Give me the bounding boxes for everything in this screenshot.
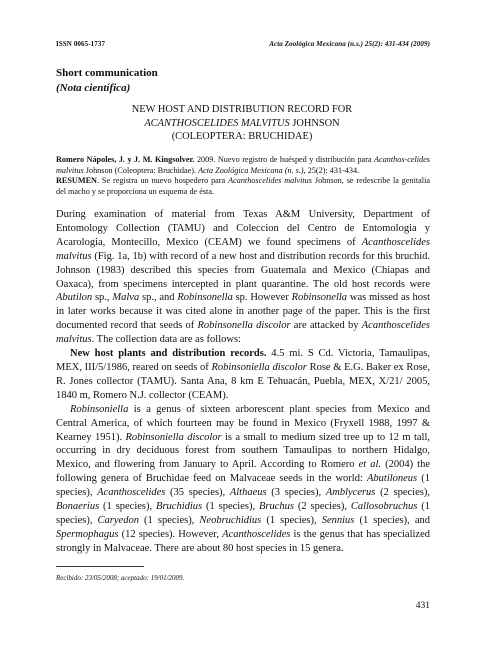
text: (1 species), and	[354, 514, 430, 526]
issn-header: ISSN 0065-1737	[56, 40, 106, 48]
species-name: Robinsonella discolor	[197, 320, 291, 332]
paragraph-1	[56, 208, 430, 347]
text: During examination of material from Texas A&M University, Department of Entomology Collection (TAMU) and Coleccion del Centro de Entomologia y Acarologia, Montecillo, Mexico (CEAM) we found specimens of	[56, 209, 430, 248]
paragraph-2	[56, 347, 430, 403]
species-name: Robinsoniella discolor	[125, 431, 222, 443]
resumen-text: . Se registra un nuevo hospedero para	[96, 176, 229, 186]
text: (1 species),	[56, 473, 431, 499]
footnote-rule	[56, 566, 144, 567]
species-name: Acanthoscelides	[222, 528, 291, 540]
text: sp. However	[232, 292, 292, 304]
text: Rose & E.G. Baker ex Rose, R. Jones collector (TAMU). Santa Ana, 8 km E Tehuacán, Puebla, MEX, X/21/ 2005, 1840 m, Romero N.J. collector (CEAM).	[56, 361, 430, 401]
text: was missed as host in later works because it was cited alone in another page of the paper. This is the first documented record that seeds of	[56, 292, 431, 332]
species-name: Caryedon	[97, 514, 139, 526]
received-date: Recibido: 23/05/2008; aceptado: 19/01/2009.	[56, 574, 185, 582]
text: (1 species),	[56, 501, 430, 526]
species-name: Bruchidius	[156, 501, 203, 513]
species-name: Abutilon	[56, 292, 93, 304]
species-name: Sennius	[321, 514, 355, 526]
text: is a genus of sixteen arborescent plant species from Mexico and Central America, of which fourteen may be found in Mexico (Fryxell 1988, 1997 & Kearney 1951).	[56, 403, 430, 443]
title-line-3: (COLEOPTERA: BRUCHIDAE)	[171, 131, 313, 142]
resumen	[56, 176, 430, 197]
section-label-es: (Nota científica)	[56, 82, 131, 94]
citation-authors: Romero Nápoles, J. y J. M. Kingsolver.	[56, 155, 195, 164]
citation-block	[56, 155, 430, 197]
title-line-2	[56, 117, 428, 131]
text: (1 species),	[202, 501, 259, 513]
text: (2004) the following genera of Bruchidae feed on Malvaceae seeds in the world:	[56, 459, 430, 485]
text: sp., and	[139, 292, 178, 304]
text: (2 species),	[375, 487, 430, 499]
text: (1 species),	[261, 514, 322, 526]
text: (3 species),	[266, 487, 326, 499]
citation-species: Acanthos-celides malvitus	[56, 155, 430, 175]
citation-text: Johnson (Coleoptera: Bruchidae).	[83, 165, 199, 175]
species-name: Acanthoscelides	[97, 487, 166, 499]
page-number: 431	[415, 601, 430, 611]
text: 4.5 mi. S Cd. Victoria, Tamaulipas, MEX, III/5/1986, reared on seeds of	[56, 348, 430, 373]
species-name: Robinsoniella	[70, 403, 129, 415]
citation-journal: Acta Zoológica Mexicana (n. s.)	[198, 165, 304, 175]
text: (35 species),	[165, 487, 230, 499]
species-name: Spermophagus	[56, 528, 119, 540]
journal-header: Acta Zoológica Mexicana (n.s.) 25(2): 431-434 (2009)	[269, 40, 430, 48]
text: . The collection data are as follows:	[91, 334, 241, 346]
species-name: Robinsonella	[291, 292, 348, 304]
text: (Fig. 1a, 1b) with record of a new host and distribution records for this bruchid. Johnson (1983) described this species from Guatemala and Mexico (Chiapas and Oaxaca), from specimens intercepted in plant quarantine. The old host records were	[56, 250, 430, 290]
resumen-label: RESUMEN	[56, 176, 97, 186]
text: is the genus that has specialized strongly in Malvaceae. There are about 80 host species in 15 genera.	[56, 528, 430, 554]
text: is a small to medium sized tree up to 12 m tall, occurring in dry deciduous forest from southern Tamaulipas to northern Hidalgo, Mexico, and flowering from January to April. According to Romero	[56, 431, 430, 471]
subheading: New host plants and distribution records.	[70, 348, 267, 360]
species-name: Malva	[112, 292, 140, 304]
resumen-species: Acanthoscelides malvitus	[228, 176, 312, 186]
citation-text: , 25(2): 431-434.	[303, 165, 360, 175]
title-author: JOHNSON	[289, 117, 340, 129]
species-name: Bruchus	[258, 501, 294, 513]
paragraph-3	[56, 403, 430, 556]
species-name: Robinsonella	[177, 292, 233, 304]
species-name: Robinsoniella discolor	[211, 361, 307, 373]
species-name: Amblycerus	[325, 487, 376, 499]
species-name: Abutiloneus	[366, 473, 418, 485]
citation-text: 2009. Nuevo registro de huésped y distribución para	[194, 155, 375, 164]
text: (12 species). However,	[118, 528, 223, 540]
resumen-text: Johnson, se redescribe la genitalia del macho y se proporciona un esquema de ésta.	[56, 176, 430, 196]
text: are attacked by	[290, 320, 362, 332]
species-name: Acanthoscelides malvitus	[56, 320, 430, 346]
section-label	[56, 66, 158, 96]
title-line-1: NEW HOST AND DISTRIBUTION RECORD FOR	[131, 104, 353, 115]
text: (2 species),	[293, 501, 351, 513]
species-name: et al.	[358, 459, 382, 471]
species-name: Bonaerius	[56, 501, 100, 513]
text: sp.,	[92, 292, 113, 304]
article-body	[56, 208, 430, 556]
species-name: Althaeus	[229, 487, 267, 499]
title-species: ACANTHOSCELIDES MALVITUS	[144, 117, 290, 129]
article-title	[56, 103, 428, 144]
text: (1 species),	[138, 514, 200, 526]
section-label-en: Short communication	[56, 67, 158, 79]
citation-reference	[56, 155, 430, 176]
text: (1 species),	[99, 501, 157, 513]
species-name: Acanthoscelides malvitus	[56, 236, 430, 262]
species-name: Neobruchidius	[199, 514, 262, 526]
species-name: Callosobruchus	[350, 501, 418, 513]
